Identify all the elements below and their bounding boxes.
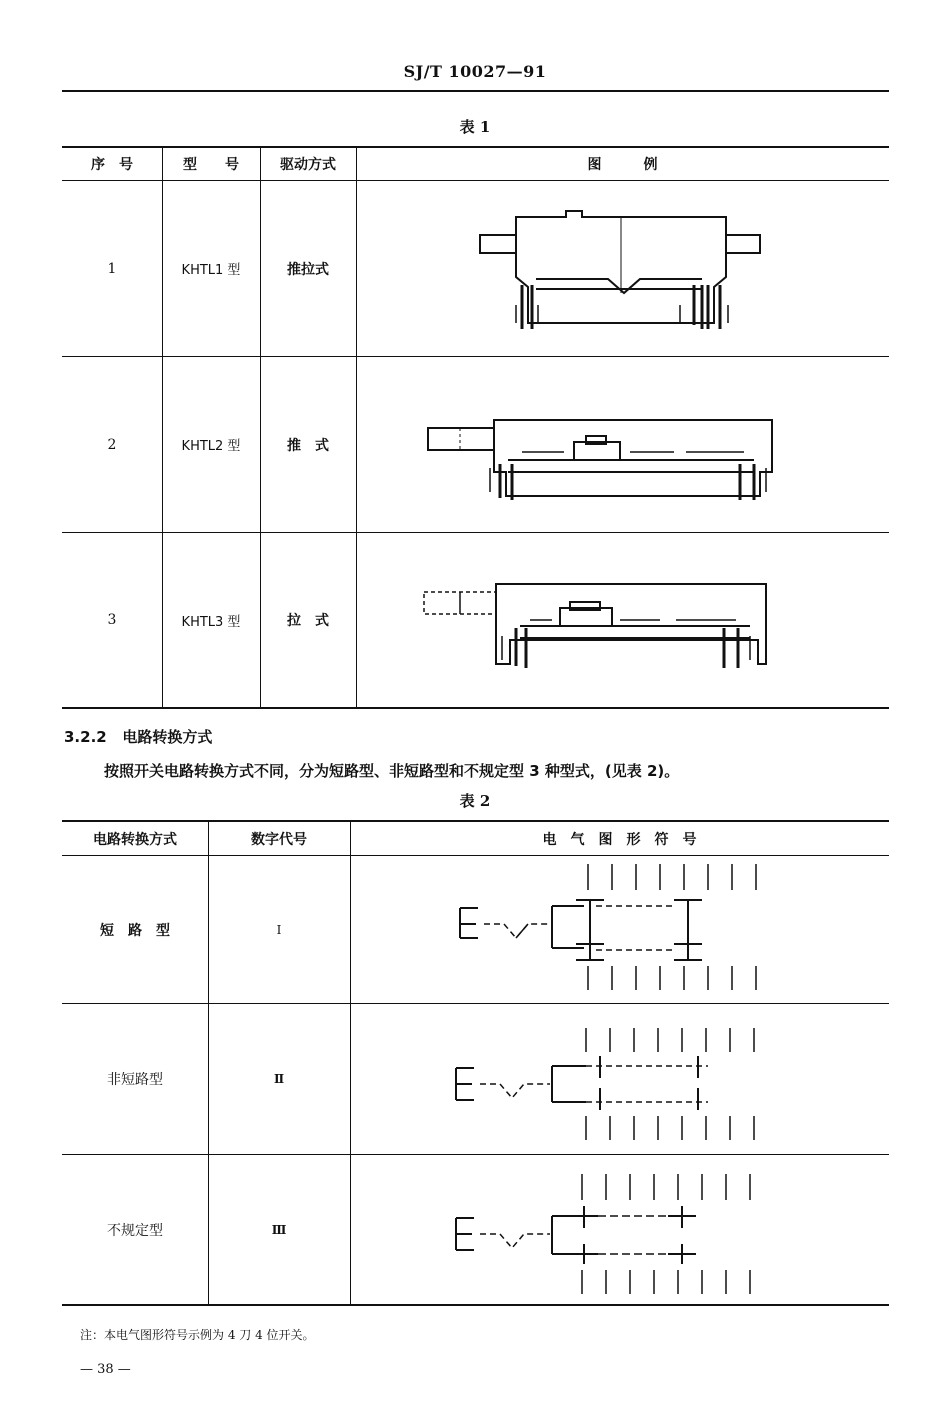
table2-col-divider bbox=[350, 820, 351, 1306]
undefined-mode-symbol bbox=[452, 1170, 768, 1296]
table2-row2-code: Ⅱ bbox=[273, 1072, 285, 1086]
section-number: 3.2.2 bbox=[64, 728, 107, 746]
table2-row1-code: I bbox=[276, 922, 282, 937]
table1-row3-model: KHTL3 型 bbox=[181, 614, 241, 630]
non-short-circuit-symbol bbox=[452, 1026, 768, 1142]
standard-code: SJ/T 10027—91 bbox=[403, 62, 547, 81]
switch-push-drawing bbox=[424, 412, 780, 504]
table1-header-drive: 驱动方式 bbox=[280, 157, 336, 173]
page-number: — 38 — bbox=[80, 1362, 131, 1377]
footnote: 注：本电气图形符号示例为 4 刀 4 位开关。 bbox=[80, 1328, 315, 1342]
table2-row1-mode: 短 路 型 bbox=[100, 922, 170, 939]
table1-row1-model: KHTL1 型 bbox=[181, 263, 241, 278]
table1-row1-drive: 推拉式 bbox=[287, 261, 329, 278]
table1-row2-drive: 推 式 bbox=[287, 437, 329, 454]
table1-row3-no: 3 bbox=[107, 612, 117, 628]
section-heading bbox=[64, 726, 212, 747]
short-circuit-symbol bbox=[456, 862, 768, 992]
section-paragraph: 按照开关电路转换方式不同，分为短路型、非短路型和不规定型 3 种型式，(见表 2)。 bbox=[104, 762, 680, 780]
table2-row3-mode: 不规定型 bbox=[107, 1222, 163, 1239]
table2-bottom-rule bbox=[62, 1304, 889, 1306]
table1-bottom-rule bbox=[62, 707, 889, 709]
table2-row3-code: Ⅲ bbox=[271, 1222, 287, 1237]
table1-row1-no: 1 bbox=[107, 260, 117, 277]
switch-pull-drawing bbox=[420, 580, 772, 672]
table1-row2-model: KHTL2 型 bbox=[181, 439, 241, 454]
table1-row2-no: 2 bbox=[107, 436, 117, 453]
table1-header-figure: 图 例 bbox=[587, 157, 658, 173]
table1-header-model: 型 号 bbox=[183, 157, 239, 173]
table2-header-code: 数字代号 bbox=[251, 831, 307, 848]
section-title: 电路转换方式 bbox=[122, 728, 213, 746]
table1-col-divider bbox=[356, 146, 357, 708]
table1-row3-drive: 拉 式 bbox=[287, 613, 329, 629]
table2-row2-mode: 非短路型 bbox=[107, 1072, 163, 1088]
table1-caption: 表 1 bbox=[459, 118, 491, 136]
table2-header-symbol: 电 气 图 形 符 号 bbox=[542, 831, 697, 848]
table2-caption: 表 2 bbox=[459, 792, 491, 810]
header-rule bbox=[62, 90, 889, 92]
switch-push-pull-drawing bbox=[476, 205, 766, 335]
table1-header-no: 序 号 bbox=[91, 157, 133, 173]
table2-header-mode: 电路转换方式 bbox=[93, 831, 177, 848]
